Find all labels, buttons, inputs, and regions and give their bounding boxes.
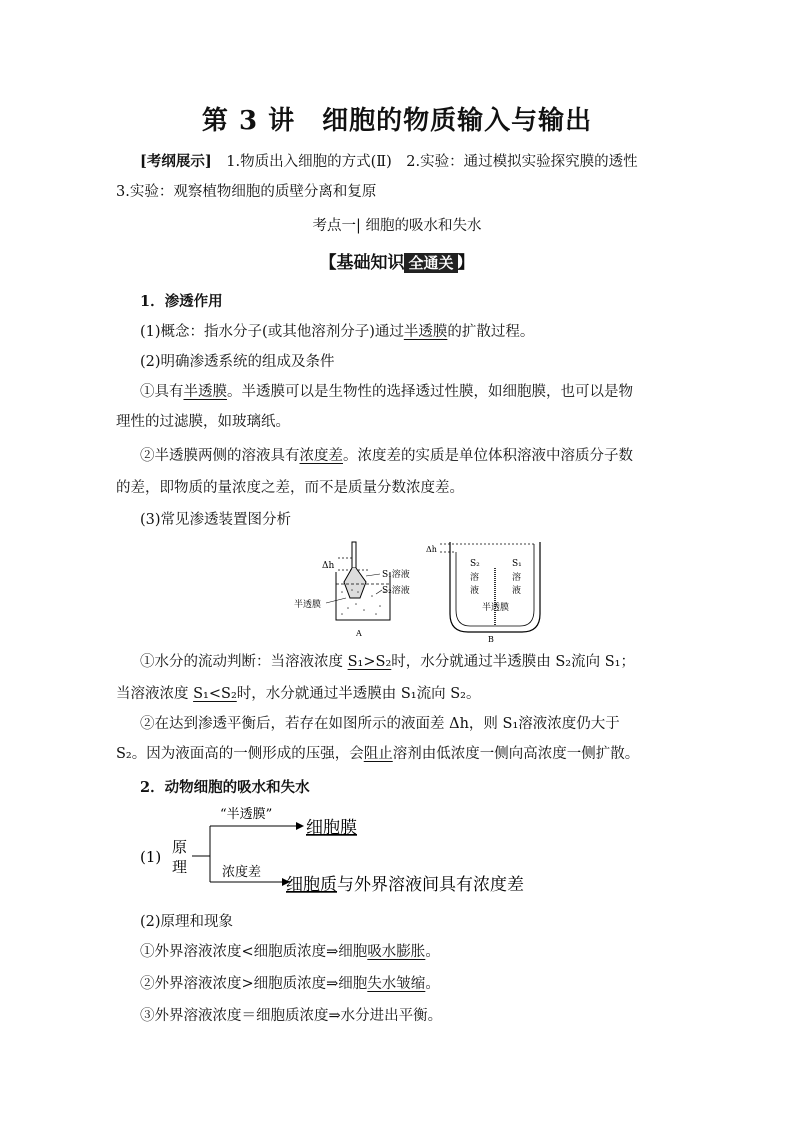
page-title: 第 3 讲 细胞的物质输入与输出 [201,106,593,136]
branch-top-label: “半透膜” [220,807,273,822]
diagram-root-1: 原 [172,838,188,856]
text: 溶剂由低浓度一侧向高浓度一侧扩散。 [392,746,640,762]
outline-line-2: 3.实验：观察植物细胞的质壁分离和复原 [116,184,377,200]
b-solution-text-3: 溶 [512,573,522,583]
text: 时，水分就通过半透膜由 S₁流向 S₂。 [236,686,481,702]
text: (1)概念：指水分子(或其他溶剂分子)通过 [140,324,404,340]
text: 。 [425,976,440,992]
principle-diagram [136,800,576,900]
heading-animal-cell: 2．动物细胞的吸水和失水 [140,779,310,796]
underlined-term: 半透膜 [183,384,227,400]
para-membrane [140,382,633,402]
outline-line-1 [140,152,638,172]
underlined-term: 半透膜 [403,324,448,340]
para-equilibrium: ②在达到渗透平衡后，若存在如图所示的液面差 Δh，则 S₁溶液浓度仍大于 [140,716,620,732]
para-case-3: ③外界溶液浓度＝细胞质浓度⇒水分进出平衡。 [140,1008,443,1024]
b-solution-text-2: 液 [470,586,480,596]
para-case-1 [140,942,440,962]
para-concept [140,322,534,342]
section-title: 考点一| 细胞的吸水和失水 [312,218,482,234]
outline-tag: [考纲展示] [140,153,212,170]
underlined-term: 吸水膨胀 [367,944,426,960]
para-case-2 [140,974,440,994]
para-equilibrium-cont [116,744,639,764]
branch-bottom-rest: 与外界溶液间具有浓度差 [337,875,524,895]
text: ①外界溶液浓度<细胞质浓度⇒细胞 [140,944,368,960]
para-membrane-cont: 理性的过滤膜，如玻璃纸。 [116,414,290,430]
delta-h-label-a: Δh [322,561,335,571]
text: ②半透膜两侧的溶液具有 [140,448,300,464]
para-flow-cont [116,684,480,704]
para-principle: (2)原理和现象 [140,914,234,930]
text: 当溶液浓度 [116,686,194,702]
underlined-term: 失水皱缩 [367,976,426,992]
a-s1-label: S₁溶液 [382,570,410,580]
b-s2-label: S₂ [470,559,480,569]
branch-bottom-label: 浓度差 [222,865,262,880]
text: 。 [425,944,440,960]
diagram-root-2: 理 [172,858,188,876]
b-solution-text-4: 液 [512,586,522,596]
underlined-term: S₁>S₂ [347,654,392,670]
underlined-term: 浓度差 [299,448,343,464]
banner-badge: 全通关 [404,253,457,273]
banner-basic-knowledge [0,248,794,273]
b-solution-text-1: 溶 [470,573,480,583]
para-system: (2)明确渗透系统的组成及条件 [140,354,335,370]
para-gradient-cont: 的差，即物质的量浓度之差，而不是质量分数浓度差。 [116,480,464,496]
text: ②外界溶液浓度>细胞质浓度⇒细胞 [140,976,368,992]
underlined-term: S₁<S₂ [193,686,237,702]
text: S₂。因为液面高的一侧形成的压强，会 [116,746,364,762]
b-membrane-label: 半透膜 [482,603,510,613]
delta-h-label-b: Δh [426,545,437,554]
text: 的扩散过程。 [447,324,535,340]
a-label: A [356,629,362,638]
text: ①水分的流动判断：当溶液浓度 [140,654,348,670]
b-label: B [488,635,494,644]
underlined-term: 阻止 [363,746,393,762]
b-s1-label: S₁ [512,559,522,569]
osmosis-figure [290,538,550,646]
a-s2-label: S₂溶液 [382,586,410,596]
para-flow [140,652,635,672]
heading-osmosis: 1．渗透作用 [140,293,223,310]
branch-top-target: 细胞膜 [306,818,357,838]
text: 。半透膜可以是生物性的选择透过性膜，如细胞膜，也可以是物 [227,384,633,400]
branch-bottom-target [286,875,524,895]
para-figure-intro: (3)常见渗透装置图分析 [140,512,292,528]
banner-text: 【基础知识 [319,253,405,273]
outline-text-1: 1.物质出入细胞的方式(Ⅱ) 2.实验：通过模拟实验探究膜的透性 [211,154,638,170]
text: ①具有 [140,384,184,400]
text: 时，水分就通过半透膜由 S₂流向 S₁； [391,654,635,670]
apparatus-b [426,542,540,644]
branch-bottom-underlined: 细胞质 [286,875,337,895]
text: 。浓度差的实质是单位体积溶液中溶质分子数 [343,448,633,464]
a-membrane-label: 半透膜 [294,600,322,610]
apparatus-a [294,542,410,638]
diagram-prefix: (1) [140,848,162,866]
para-gradient [140,446,633,466]
banner-close: 】 [457,253,475,273]
